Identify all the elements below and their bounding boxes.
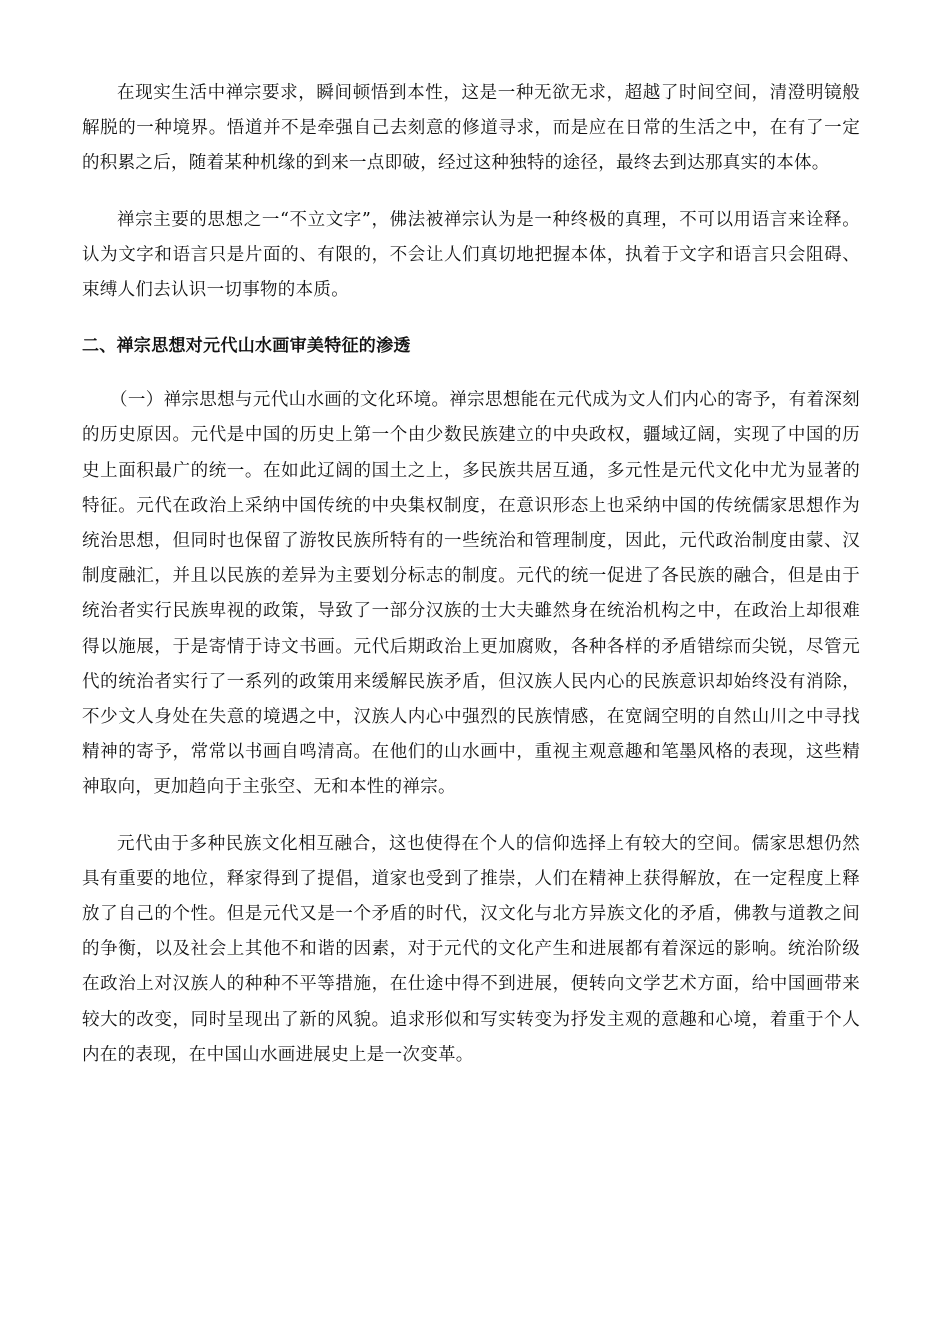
section-heading: 二、禅宗思想对元代山水画审美特征的渗透: [82, 336, 411, 357]
paragraph-not-establishing-words: 禅宗主要的思想之一“不立文字”，佛法被禅宗认为是一种终极的真理，不可以用语言来诠释。认为文字和语言只是片面的、有限的，不会让人们真切地把握本体，执着于文字和语言只会阻碍、束缚人们去认识一切事物的本质。: [82, 209, 860, 301]
document-body: [82, 76, 860, 1094]
paragraph-cultural-environment: （一）禅宗思想与元代山水画的文化环境。禅宗思想能在元代成为文人们内心的寄予，有着深刻的历史原因。元代是中国的历史上第一个由少数民族建立的中央政权，疆域辽阔，实现了中国的历史上面积最广的统一。在如此辽阔的国土之上，多民族共居互通，多元性是元代文化中尤为显著的特征。元代在政治上采纳中国传统的中央集权制度，在意识形态上也采纳中国的传统儒家思想作为统治思想，但同时也保留了游牧民族所特有的一些统治和管理制度，因此，元代政治制度由蒙、汉制度融汇，并且以民族的差异为主要划分标志的制度。元代的统一促进了各民族的融合，但是由于统治者实行民族卑视的政策，导致了一部分汉族的士大夫雖然身在统治机构之中，在政治上却很难得以施展，于是寄情于诗文书画。元代后期政治上更加腐败，各种各样的矛盾错综而尖锐，尽管元代的统治者实行了一系列的政策用来缓解民族矛盾，但汉族人民内心的民族意识却始终没有消除，不少文人身处在失意的境遇之中，汉族人内心中强烈的民族情感，在宽阔空明的自然山川之中寻找精神的寄予，常常以书画自鸣清高。在他们的山水画中，重视主观意趣和笔墨风格的表现，这些精神取向，更加趋向于主张空、无和本性的禅宗。: [82, 390, 860, 798]
paragraph-chan-enlightenment: 在现实生活中禅宗要求，瞬间顿悟到本性，这是一种无欲无求，超越了时间空间，清澄明镜般解脱的一种境界。悟道并不是牵强自己去刻意的修道寻求，而是应在日常的生活之中，在有了一定的积累之后，随着某种机缘的到来一点即破，经过这种独特的途径，最终去到达那真实的本体。: [82, 83, 860, 174]
paragraph-cultural-fusion: 元代由于多种民族文化相互融合，这也使得在个人的信仰选择上有较大的空间。儒家思想仍然具有重要的地位，释家得到了提倡，道家也受到了推崇，人们在精神上获得解放，在一定程度上释放了自己的个性。但是元代又是一个矛盾的时代，汉文化与北方异族文化的矛盾，佛教与道教之间的争衡，以及社会上其他不和谐的因素，对于元代的文化产生和进展都有着深远的影响。统治阶级在政治上对汉族人的种种不平等措施，在仕途中得不到进展，便转向文学艺术方面，给中国画带来较大的改变，同时呈现出了新的风貌。追求形似和写实转变为抒发主观的意趣和心境，着重于个人内在的表现，在中国山水画进展史上是一次变革。: [82, 833, 860, 1065]
